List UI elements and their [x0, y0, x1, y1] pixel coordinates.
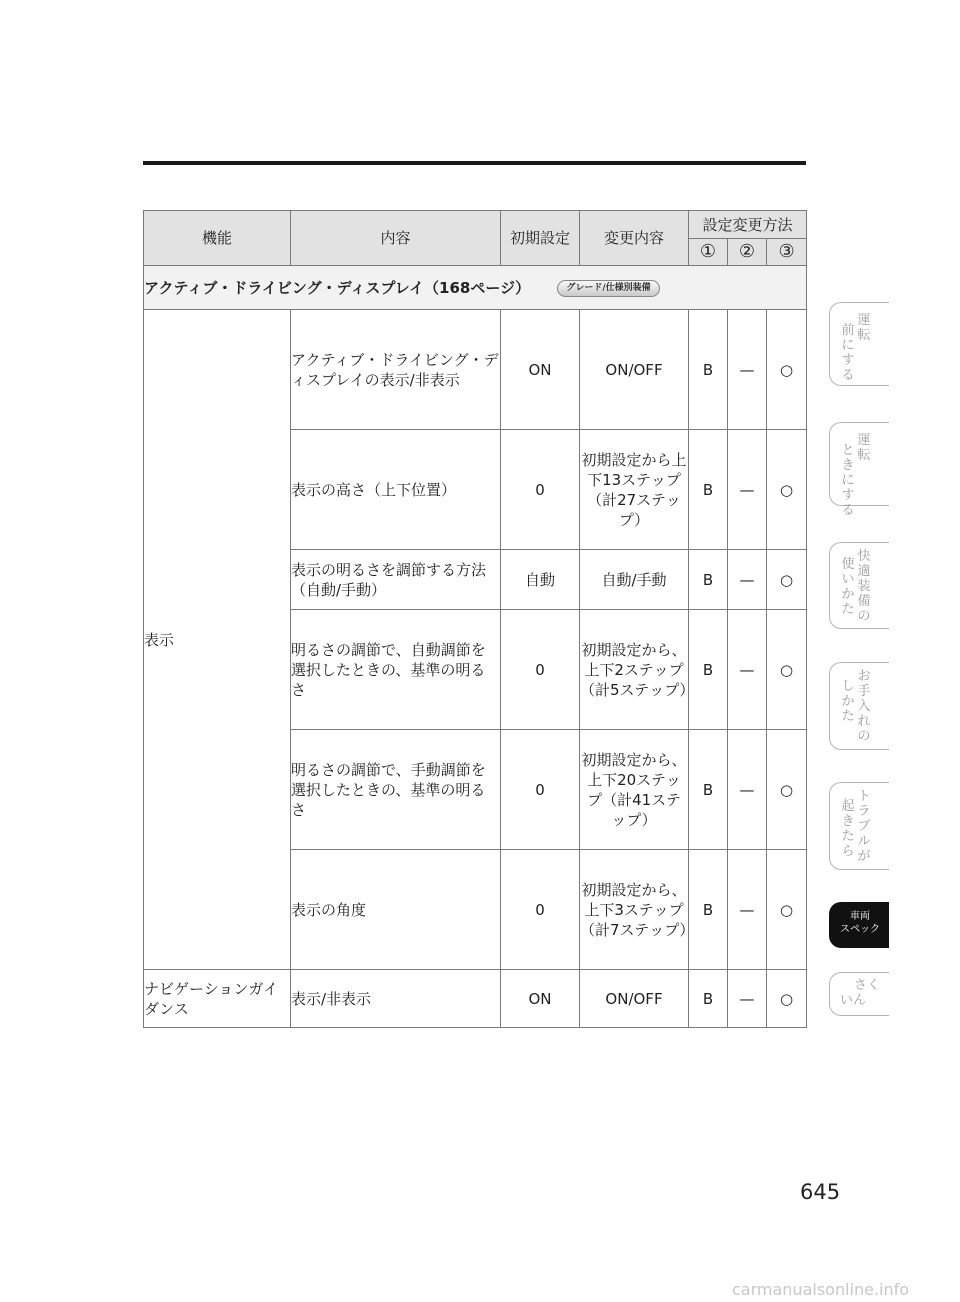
tab-label: しかた — [841, 679, 855, 724]
tab-comfort-equipment[interactable] — [829, 542, 889, 629]
col-method-header: 設定変更方法 — [689, 211, 807, 239]
tab-label-line2: スペック — [840, 924, 880, 935]
row-initial: 0 — [501, 610, 580, 730]
row-method-1: B — [689, 970, 728, 1028]
row-method-3: ○ — [767, 730, 807, 850]
tab-label: 使いかた — [841, 557, 855, 617]
tab-label-line1: 車両 — [850, 911, 870, 922]
col-change-header: 変更内容 — [580, 211, 689, 266]
table-row — [144, 310, 807, 430]
page-number: 645 — [800, 1180, 841, 1204]
row-method-2: — — [728, 610, 767, 730]
row-method-1: B — [689, 850, 728, 970]
tab-label — [834, 910, 886, 936]
row-initial: ON — [501, 310, 580, 430]
row-content: 表示/非表示 — [291, 970, 501, 1028]
tab-label: トラブルが — [857, 789, 871, 864]
method-2-header: ② — [728, 239, 767, 266]
row-initial: 自動 — [501, 550, 580, 610]
tab-label: 起きたら — [841, 799, 855, 859]
tab-vehicle-spec[interactable] — [829, 902, 889, 948]
row-change: 自動/手動 — [580, 550, 689, 610]
row-initial: 0 — [501, 850, 580, 970]
row-content: 明るさの調節で、手動調節を選択したときの、基準の明るさ — [291, 730, 501, 850]
top-rule — [143, 161, 806, 165]
section-row — [144, 266, 807, 310]
tab-maintenance[interactable] — [829, 662, 889, 750]
tab-label: ときにする — [841, 443, 855, 518]
row-method-2: — — [728, 310, 767, 430]
row-content: 表示の高さ（上下位置） — [291, 430, 501, 550]
row-method-3: ○ — [767, 430, 807, 550]
row-change: ON/OFF — [580, 310, 689, 430]
row-initial: 0 — [501, 730, 580, 850]
row-method-2: — — [728, 730, 767, 850]
row-method-3: ○ — [767, 310, 807, 430]
footer-watermark: carmanualsonline.info — [732, 1280, 910, 1299]
section-title: アクティブ・ドライビング・ディスプレイ（168ページ） — [144, 278, 531, 297]
row-content: 明るさの調節で、自動調節を選択したときの、基準の明るさ — [291, 610, 501, 730]
method-3-header: ③ — [767, 239, 807, 266]
row-method-2: — — [728, 970, 767, 1028]
row-initial: ON — [501, 970, 580, 1028]
col-function-header: 機能 — [144, 211, 291, 266]
row-change: 初期設定から、上下2ステップ（計5ステップ） — [580, 610, 689, 730]
tab-label: 前にする — [841, 323, 855, 383]
row-method-2: — — [728, 850, 767, 970]
category-display: 表示 — [144, 310, 291, 970]
row-change: 初期設定から上下13ステップ（計27ステップ） — [580, 430, 689, 550]
row-method-1: B — [689, 730, 728, 850]
tab-label: いん — [840, 993, 867, 1008]
tab-index[interactable] — [829, 972, 889, 1016]
row-change: 初期設定から、上下3ステップ（計7ステップ） — [580, 850, 689, 970]
row-initial: 0 — [501, 430, 580, 550]
row-method-2: — — [728, 550, 767, 610]
row-content: 表示の角度 — [291, 850, 501, 970]
row-method-1: B — [689, 610, 728, 730]
method-1-header: ① — [689, 239, 728, 266]
row-method-1: B — [689, 310, 728, 430]
row-method-3: ○ — [767, 970, 807, 1028]
tab-before-driving[interactable] — [829, 302, 889, 386]
tab-while-driving[interactable] — [829, 422, 889, 518]
tab-label: さく — [854, 978, 881, 993]
tab-label: 運転 — [857, 433, 871, 463]
col-content-header: 内容 — [291, 211, 501, 266]
tab-label: 運転 — [857, 313, 871, 343]
row-content: 表示の明るさを調節する方法（自動/手動） — [291, 550, 501, 610]
row-method-3: ○ — [767, 850, 807, 970]
table-row — [144, 970, 807, 1028]
tab-label: 快適装備の — [857, 549, 871, 624]
row-method-1: B — [689, 430, 728, 550]
row-method-3: ○ — [767, 610, 807, 730]
col-initial-header: 初期設定 — [501, 211, 580, 266]
tab-troubleshooting[interactable] — [829, 782, 889, 870]
row-method-2: — — [728, 430, 767, 550]
row-change: 初期設定から、上下20ステップ（計41ステップ） — [580, 730, 689, 850]
row-method-1: B — [689, 550, 728, 610]
settings-table — [143, 210, 807, 1028]
row-method-3: ○ — [767, 550, 807, 610]
grade-badge: グレード/仕様別装備 — [557, 280, 659, 297]
row-change: ON/OFF — [580, 970, 689, 1028]
tab-label: お手入れの — [857, 669, 871, 744]
row-content: アクティブ・ドライビング・ディスプレイの表示/非表示 — [291, 310, 501, 430]
category-navigation: ナビゲーションガイダンス — [144, 970, 291, 1028]
